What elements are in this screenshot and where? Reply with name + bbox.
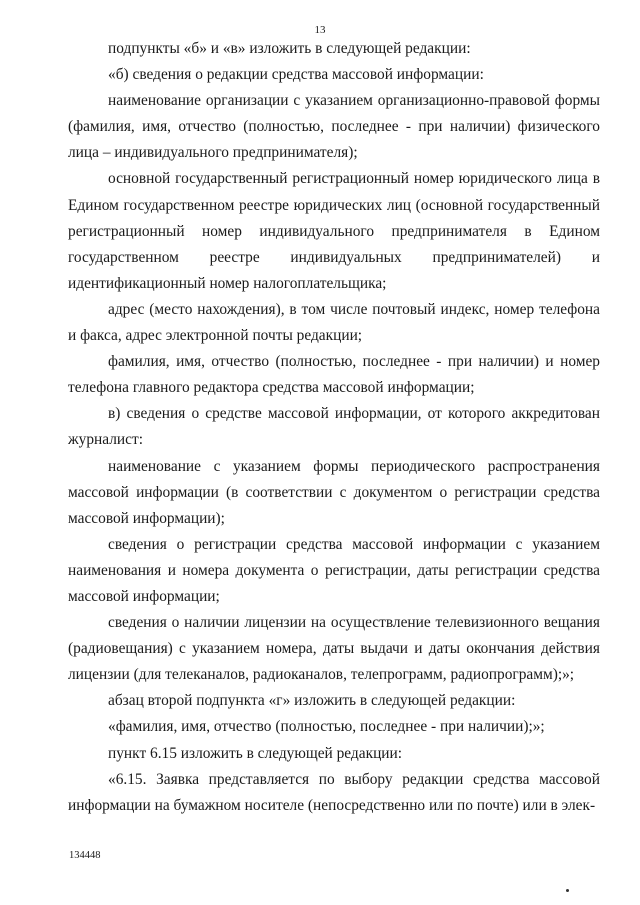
paragraph-media-registration: сведения о регистрации средства массовой информации с указанием наименования и номера документа о регистрации, даты регистрации средства массовой информации; xyxy=(68,535,600,605)
paragraph-license: сведения о наличии лицензии на осуществление телевизионного вещания (радиовещания) с указанием номера, даты выдачи и даты окончания действия лицензии (для телеканалов, радиоканалов, телепрограмм, радиопрограмм);»; xyxy=(68,614,600,684)
paragraph-address: адрес (место нахождения), в том числе почтовый индекс, номер телефона и факса, адрес электронной почты редакции; xyxy=(68,300,600,345)
paragraph-amend-subpoint-g: абзац второй подпункта «г» изложить в следующей редакции: xyxy=(108,692,516,710)
paragraph-org-name: наименование организации с указанием организационно-правовой формы (фамилия, имя, отчество (полностью, последнее - при наличии) физического лица – индивидуального предпринимателя); xyxy=(68,92,600,162)
paragraph-full-name: «фамилия, имя, отчество (полностью, последнее - при наличии);»; xyxy=(108,718,545,736)
document-body xyxy=(68,36,600,819)
paragraph-point-615: «6.15. Заявка представляется по выбору редакции средства массовой информации на бумажном носителе (непосредственно или по почте) или в элек- xyxy=(68,770,600,814)
paragraph-amend-subpoints: подпункты «б» и «в» изложить в следующей редакции: xyxy=(108,40,471,57)
paragraph-item-v-heading: в) сведения о средстве массовой информации, от которого аккредитован журналист: xyxy=(68,405,600,449)
paragraph-amend-point-615: пункт 6.15 изложить в следующей редакции: xyxy=(108,744,403,762)
scan-mark xyxy=(566,889,569,892)
paragraph-media-form: наименование с указанием формы периодического распространения массовой информации (в соответствии с документом о регистрации средства массовой информации); xyxy=(68,457,600,527)
document-code: 134448 xyxy=(69,850,101,861)
paragraph-registration-number: основной государственный регистрационный номер юридического лица в Едином государственном реестре юридических лиц (основной государственный регистрационный номер индивидуального предпринимателя в Едином государственном реестре индивидуальных предпринимателей) и идентификационный номер налогоплательщика; xyxy=(68,170,600,292)
paragraph-editor-name: фамилия, имя, отчество (полностью, последнее - при наличии) и номер телефона главного редактора средства массовой информации; xyxy=(68,353,600,397)
page-number: 13 xyxy=(314,24,326,36)
paragraph-item-b-heading: «б) сведения о редакции средства массовой информации: xyxy=(108,66,484,84)
